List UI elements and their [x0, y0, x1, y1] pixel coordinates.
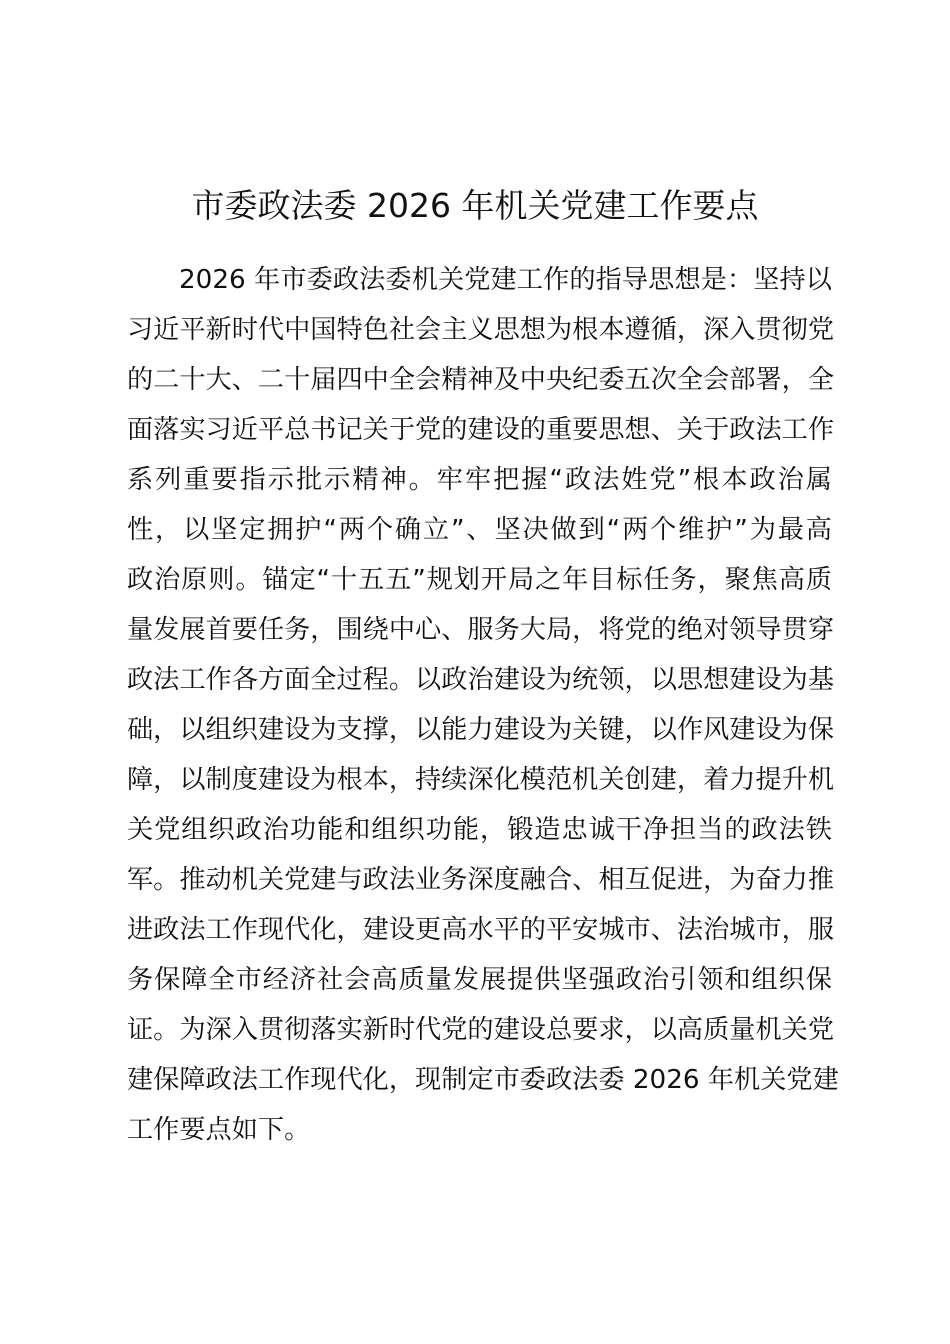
paragraph-line: 础，以组织建设为支撑，以能力建设为关键，以作风建设为保 — [127, 715, 835, 745]
document-paragraph — [127, 260, 839, 1160]
paragraph-line: 务保障全市经济社会高质量发展提供坚强政治引领和组织保 — [127, 965, 832, 995]
document-title: 市委政法委 2026 年机关党建工作要点 — [191, 186, 759, 225]
paragraph-line: 量发展首要任务，围绕中心、服务大局，将党的绝对领导贯穿 — [127, 615, 835, 645]
paragraph-line: 的二十大、二十届四中全会精神及中央纪委五次全会部署，全 — [127, 365, 835, 395]
paragraph-line: 政法工作各方面全过程。以政治建设为统领，以思想建设为基 — [127, 665, 835, 695]
paragraph-line: 军。推动机关党建与政法业务深度融合、相互促进，为奋力推 — [127, 865, 835, 895]
paragraph-line: 进政法工作现代化，建设更高水平的平安城市、法治城市，服 — [127, 915, 835, 945]
paragraph-line: 工作要点如下。 — [127, 1115, 311, 1145]
paragraph-line: 性，以坚定拥护“两个确立”、坚决做到“两个维护”为最高 — [127, 515, 832, 545]
paragraph-line: 系列重要指示批示精神。牢牢把握“政法姓党”根本政治属 — [127, 465, 832, 495]
paragraph-line: 政治原则。锚定“十五五”规划开局之年目标任务，聚焦高质 — [127, 565, 832, 595]
paragraph-line: 面落实习近平总书记关于党的建设的重要思想、关于政法工作 — [127, 415, 835, 445]
paragraph-line: 证。为深入贯彻落实新时代党的建设总要求，以高质量机关党 — [127, 1015, 835, 1045]
paragraph-line: 障，以制度建设为根本，持续深化模范机关创建，着力提升机 — [127, 765, 835, 795]
paragraph-line: 关党组织政治功能和组织功能，锻造忠诚干净担当的政法铁 — [127, 815, 832, 845]
paragraph-line: 建保障政法工作现代化，现制定市委政法委 2026 年机关党建 — [127, 1065, 839, 1095]
paragraph-line: 2026 年市委政法委机关党建工作的指导思想是：坚持以 — [179, 265, 832, 295]
paragraph-line: 习近平新时代中国特色社会主义思想为根本遵循，深入贯彻党 — [127, 315, 835, 345]
